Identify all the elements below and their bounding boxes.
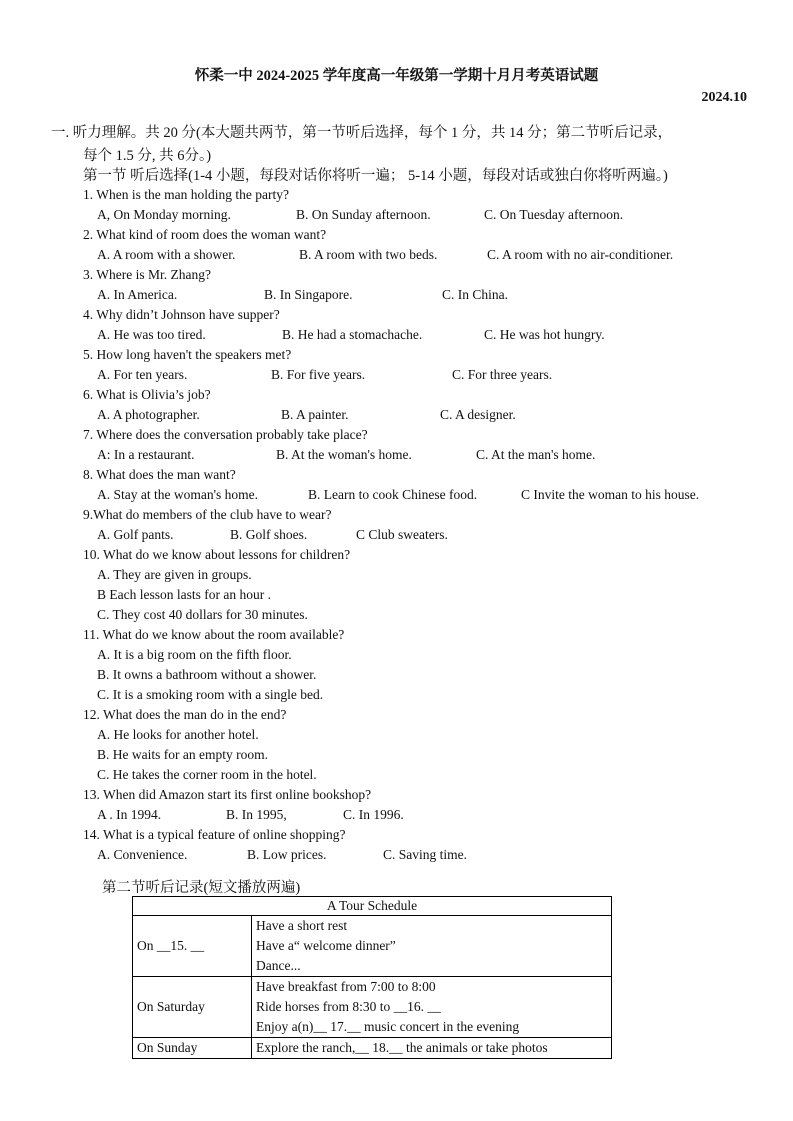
question-6: 6. What is Olivia’s job? xyxy=(83,387,211,402)
option-7c: C. At the man's home. xyxy=(476,447,596,462)
option-14b: B. Low prices. xyxy=(247,847,327,862)
day-cell: On Sunday xyxy=(133,1038,252,1059)
question-5: 5. How long haven't the speakers met? xyxy=(83,347,292,362)
option-1a: A, On Monday morning. xyxy=(97,207,231,222)
option-7b: B. At the woman's home. xyxy=(276,447,412,462)
activity-item: Explore the ranch,__ 18.__ the animals or take photos xyxy=(256,1040,548,1055)
option-4c: C. He was hot hungry. xyxy=(484,327,605,342)
option-8a: A. Stay at the woman's home. xyxy=(97,487,259,502)
option-9b: B. Golf shoes. xyxy=(230,527,308,542)
option-2b: B. A room with two beds. xyxy=(299,247,438,262)
question-11: 11. What do we know about the room available? xyxy=(83,627,345,642)
activity-item: Ride horses from 8:30 to __16. __ xyxy=(256,999,441,1014)
option-5c: C. For three years. xyxy=(452,367,553,382)
option-5a: A. For ten years. xyxy=(97,367,188,382)
question-3: 3. Where is Mr. Zhang? xyxy=(83,267,211,282)
option-2a: A. A room with a shower. xyxy=(97,247,236,262)
option-9a: A. Golf pants. xyxy=(97,527,174,542)
option-10a: A. They are given in groups. xyxy=(97,567,252,582)
option-3b: B. In Singapore. xyxy=(264,287,353,302)
question-9: 9.What do members of the club have to wear? xyxy=(83,507,332,522)
exam-date: 2024.10 xyxy=(701,90,747,105)
option-3c: C. In China. xyxy=(442,287,508,302)
question-7: 7. Where does the conversation probably take place? xyxy=(83,427,368,442)
question-2: 2. What kind of room does the woman want? xyxy=(83,227,327,242)
part1-instruction: 第一节 听后选择(1-4 小题，每段对话你将听一遍； 5-14 小题，每段对话或独白你将听两遍。) xyxy=(83,168,668,184)
option-2c: C. A room with no air-conditioner. xyxy=(487,247,674,262)
option-10b: B Each lesson lasts for an hour . xyxy=(97,587,271,602)
option-11c: C. It is a smoking room with a single bed. xyxy=(97,687,324,702)
question-10: 10. What do we know about lessons for children? xyxy=(83,547,351,562)
activities-cell xyxy=(252,1038,612,1059)
option-9c: C Club sweaters. xyxy=(356,527,448,542)
option-8b: B. Learn to cook Chinese food. xyxy=(308,487,478,502)
option-6a: A. A photographer. xyxy=(97,407,200,422)
option-3a: A. In America. xyxy=(97,287,178,302)
section-heading: 一. 听力理解。共 20 分(本大题共两节，第一节听后选择，每个 1 分，共 14 分；第二节听后记录， xyxy=(51,125,673,141)
question-14: 14. What is a typical feature of online shopping? xyxy=(83,827,346,842)
page-title: 怀柔一中 2024-2025 学年度高一年级第一学期十月月考英语试题 xyxy=(194,68,599,84)
option-6c: C. A designer. xyxy=(440,407,516,422)
option-13b: B. In 1995, xyxy=(226,807,287,822)
question-8: 8. What does the man want? xyxy=(83,467,236,482)
option-12c: C. He takes the corner room in the hotel. xyxy=(97,767,317,782)
table-title: A Tour Schedule xyxy=(133,897,612,916)
question-13: 13. When did Amazon start its first online bookshop? xyxy=(83,787,372,802)
table-row xyxy=(133,916,612,977)
day-cell: On __15. __ xyxy=(133,916,252,977)
option-13c: C. In 1996. xyxy=(343,807,404,822)
table-row xyxy=(133,1038,612,1059)
option-5b: B. For five years. xyxy=(271,367,366,382)
tour-schedule-table xyxy=(132,896,612,1059)
option-12a: A. He looks for another hotel. xyxy=(97,727,259,742)
activity-item: Have breakfast from 7:00 to 8:00 xyxy=(256,979,436,994)
part2-instruction: 第二节听后记录(短文播放两遍) xyxy=(102,880,301,896)
option-1b: B. On Sunday afternoon. xyxy=(296,207,431,222)
option-7a: A: In a restaurant. xyxy=(97,447,195,462)
option-6b: B. A painter. xyxy=(281,407,349,422)
option-11b: B. It owns a bathroom without a shower. xyxy=(97,667,317,682)
table-row xyxy=(133,977,612,1038)
activity-item: Enjoy a(n)__ 17.__ music concert in the evening xyxy=(256,1019,520,1034)
option-4a: A. He was too tired. xyxy=(97,327,206,342)
option-8c: C Invite the woman to his house. xyxy=(521,487,700,502)
activity-item: Have a short rest xyxy=(256,918,348,933)
option-13a: A . In 1994. xyxy=(97,807,162,822)
option-10c: C. They cost 40 dollars for 30 minutes. xyxy=(97,607,308,622)
section-heading-cont: 每个 1.5 分, 共 6分。) xyxy=(83,148,212,164)
activity-item: Have a“ welcome dinner” xyxy=(256,938,396,953)
question-1: 1. When is the man holding the party? xyxy=(83,187,289,202)
option-12b: B. He waits for an empty room. xyxy=(97,747,268,762)
option-14a: A. Convenience. xyxy=(97,847,188,862)
activities-cell xyxy=(252,977,612,1038)
option-4b: B. He had a stomachache. xyxy=(282,327,423,342)
question-12: 12. What does the man do in the end? xyxy=(83,707,287,722)
option-1c: C. On Tuesday afternoon. xyxy=(484,207,624,222)
question-4: 4. Why didn’t Johnson have supper? xyxy=(83,307,280,322)
day-cell: On Saturday xyxy=(133,977,252,1038)
activity-item: Dance... xyxy=(256,958,301,973)
activities-cell xyxy=(252,916,612,977)
option-14c: C. Saving time. xyxy=(383,847,467,862)
option-11a: A. It is a big room on the fifth floor. xyxy=(97,647,292,662)
